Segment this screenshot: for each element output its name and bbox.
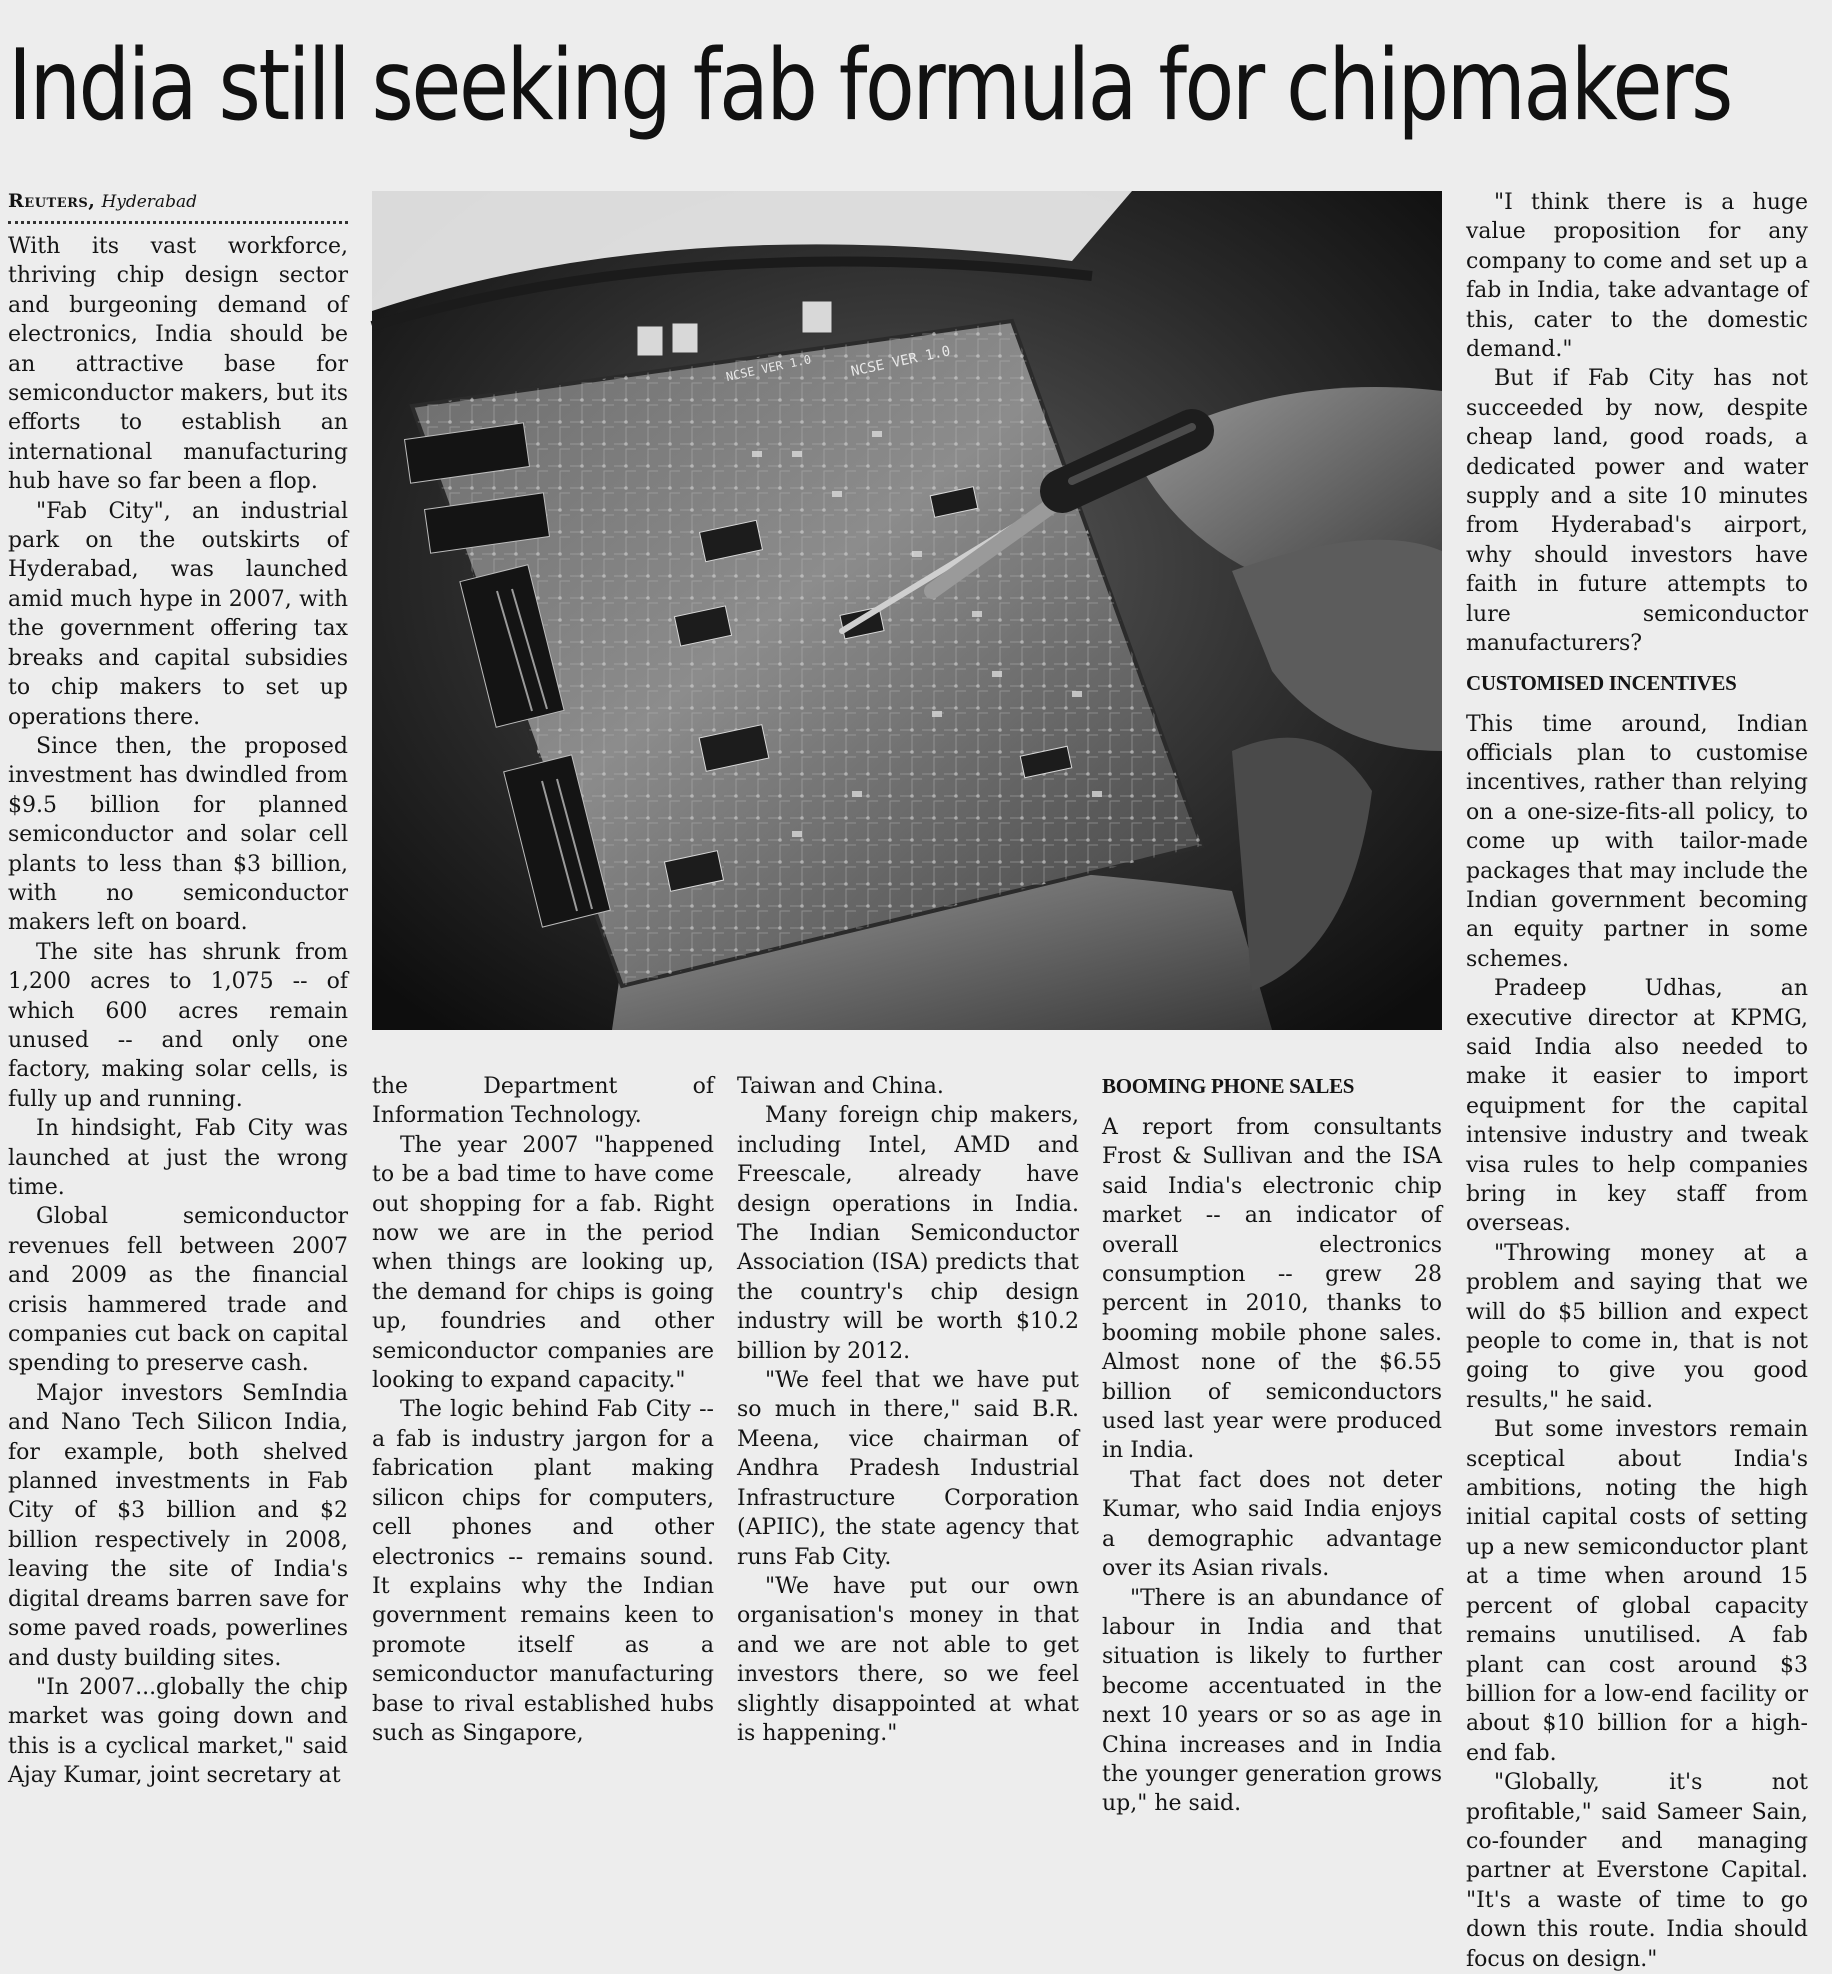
paragraph: the Department of Information Technology.: [372, 1074, 714, 1129]
subhead-customised-incentives: CUSTOMISED INCENTIVES: [1466, 670, 1737, 695]
headline: India still seeking fab formula for chipmakers: [8, 29, 1731, 143]
paragraph: Taiwan and China.: [737, 1074, 944, 1099]
subhead-booming-phone-sales: BOOMING PHONE SALES: [1102, 1074, 1355, 1098]
paragraph: "We have put our own organisation's money in that and we are not able to get investors there, so we feel slightly disappointed at what is happening.": [737, 1573, 1079, 1746]
paragraph: "We feel that we have put so much in there," said B.R. Meena, vice chairman of Andhra Pradesh Industrial Infrastructure Corporation (APIIC), the state agency that runs Fab City.: [737, 1368, 1079, 1570]
paragraph: That fact does not deter Kumar, who said India enjoys a demographic advantage over its Asian rivals.: [1102, 1467, 1442, 1582]
paragraph: In hindsight, Fab City was launched at just the wrong time.: [8, 1116, 348, 1200]
column-3: [737, 1072, 1079, 1748]
paragraph: "There is an abundance of labour in India and that situation is likely to further become accentuated in the next 10 years or so as age in China increases and in India the younger generation grows up," he said.: [1102, 1585, 1442, 1817]
paragraph: The year 2007 "happened to be a bad time to have come out shopping for a fab. Right now we are in the period when things are looking up, the demand for chips is going up, foundries and other semiconductor companies are looking to expand capacity.": [372, 1132, 714, 1394]
column-2: [372, 1072, 714, 1748]
paragraph: A report from consultants Frost & Sullivan and the ISA said India's electronic chip market -- an indicator of overall electronics consumption -- grew 28 percent in 2010, thanks to booming mobile phone sales. Almost none of the $6.55 billion of semiconductors used last year were produced in India.: [1102, 1115, 1442, 1464]
paragraph: "Throwing money at a problem and saying that we will do $5 billion and expect people to come in, that is not going to give you good results," he said.: [1466, 1240, 1808, 1413]
paragraph: "In 2007...globally the chip market was going down and this is a cyclical market," said Ajay Kumar, joint secretary at: [8, 1674, 348, 1789]
column-5: [1466, 188, 1808, 1974]
paragraph: The site has shrunk from 1,200 acres to 1,075 -- of which 600 acres remain unused -- and only one factory, making solar cells, is fully up and running.: [8, 939, 348, 1112]
paragraph: "I think there is a huge value proposition for any company to come and set up a fab in India, take advantage of this, cater to the domestic demand.": [1466, 190, 1808, 363]
byline-agency: Reuters,: [8, 190, 96, 212]
paragraph: But if Fab City has not succeeded by now, despite cheap land, good roads, a dedicated power and water supply and a site 10 minutes from Hyderabad's airport, why should investors have faith in future attempts to lure semiconductor manufacturers?: [1466, 366, 1808, 657]
byline-dateline: Hyderabad: [101, 192, 197, 212]
byline: [8, 188, 348, 224]
circuit-board-illustration: [372, 191, 1442, 1030]
paragraph: Major investors SemIndia and Nano Tech Silicon India, for example, both shelved planned investments in Fab City of $3 billion and $2 billion respectively in 2008, leaving the site of India's digital dreams barren save for some paved roads, powerlines and dusty building sites.: [8, 1380, 348, 1671]
paragraph: Pradeep Udhas, an executive director at KPMG, said India also needed to make it easier to import equipment for the capital intensive industry and tweak visa rules to help companies bring in key staff from overseas.: [1466, 976, 1808, 1237]
paragraph: "Globally, it's not profitable," said Sameer Sain, co-founder and managing partner at Everstone Capital. "It's a waste of time to go down this route. India should focus on design.": [1466, 1770, 1808, 1972]
paragraph: With its vast workforce, thriving chip design sector and burgeoning demand of electronics, India should be an attractive base for semiconductor makers, but its efforts to establish an international manufacturing hub have so far been a flop.: [8, 234, 348, 495]
paragraph: Global semiconductor revenues fell between 2007 and 2009 as the financial crisis hammered trade and companies cut back on capital spending to preserve cash.: [8, 1204, 348, 1377]
paragraph: "Fab City", an industrial park on the outskirts of Hyderabad, was launched amid much hype in 2007, with the government offering tax breaks and capital subsidies to chip makers to set up operations there.: [8, 498, 348, 730]
paragraph: Since then, the proposed investment has dwindled from $9.5 billion for planned semiconductor and solar cell plants to less than $3 billion, with no semiconductor makers left on board.: [8, 733, 348, 936]
paragraph: The logic behind Fab City -- a fab is industry jargon for a fabrication plant making silicon chips for computers, cell phones and other electronics -- remains sound. It explains why the Indian government remains keen to promote itself as a semiconductor manufacturing base to rival established hubs such as Singapore,: [372, 1397, 714, 1746]
column-1: [8, 188, 348, 1791]
board-label: NCSE VER 1.0: [724, 352, 813, 384]
board-label: NCSE VER 1.0: [849, 343, 952, 380]
paragraph: Many foreign chip makers, including Intel, AMD and Freescale, already have design operations in India. The Indian Semiconductor Association (ISA) predicts that the country's chip design industry will be worth $10.2 billion by 2012.: [737, 1103, 1079, 1364]
paragraph: But some investors remain sceptical about India's ambitions, noting the high initial capital costs of setting up a new semiconductor plant at a time when around 15 percent of global capacity remains unutilised. A fab plant can cost around $3 billion for a low-end facility or about $10 billion for a high-end fab.: [1466, 1417, 1808, 1766]
circuit-board-photo: [372, 191, 1442, 1030]
column-4: [1102, 1072, 1442, 1819]
paragraph: This time around, Indian officials plan to customise incentives, rather than relying on a one-size-fits-all policy, to come up with tailor-made packages that may include the Indian government becoming an equity partner in some schemes.: [1466, 711, 1808, 972]
